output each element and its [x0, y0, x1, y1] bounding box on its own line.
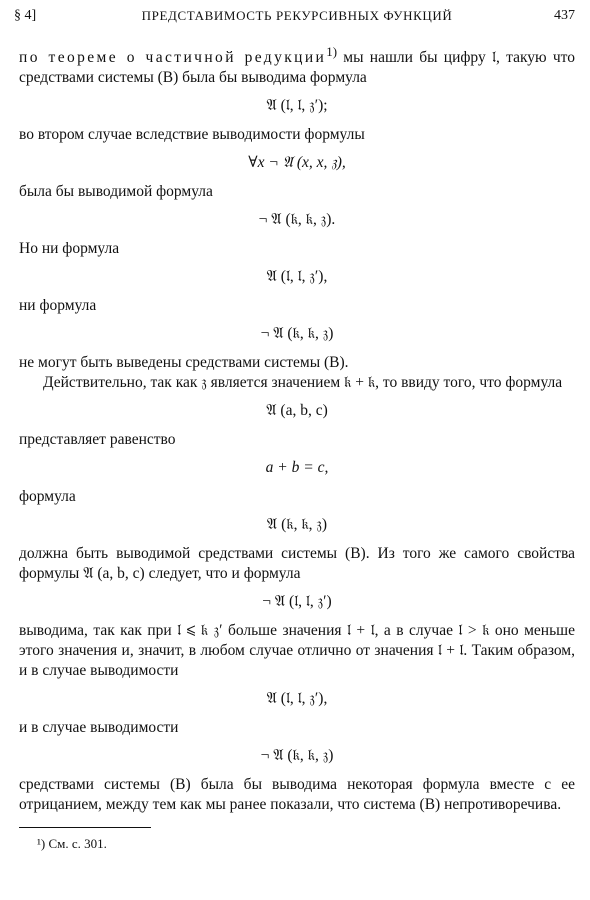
footnote: ¹) См. с. 301. [37, 836, 107, 852]
formula: 𝔄 (𝔩, 𝔩, 𝔷′); [266, 97, 328, 115]
formula: ¬ 𝔄 (𝔩, 𝔩, 𝔷′) [262, 593, 332, 611]
formula: ¬ 𝔄 (𝔨, 𝔨, 𝔷). [258, 211, 336, 229]
footnote-marker: 1) [326, 44, 338, 59]
footnote-rule [19, 827, 151, 828]
paragraph: выводима, так как при 𝔩 ⩽ 𝔨 𝔷′ больше значения 𝔩 + 𝔩, а в случае 𝔩 > 𝔨 оно меньше этого значения и, значит, в любом случае отлично от значения 𝔩 + 𝔩. Таким образом, и в случае выводимости [19, 622, 575, 680]
paragraph: представляет равенство [19, 431, 176, 449]
formula: ∀x ¬ 𝔄 (x, x, 𝔷), [248, 154, 346, 172]
paragraph: во втором случае вследствие выводимости формулы [19, 126, 365, 144]
formula: 𝔄 (a, b, c) [266, 402, 328, 420]
spaced-phrase: по теореме о частичной редукции [19, 49, 327, 67]
formula: ¬ 𝔄 (𝔨, 𝔨, 𝔷) [260, 747, 334, 765]
running-title: ПРЕДСТАВИМОСТЬ РЕКУРСИВНЫХ ФУНКЦИЙ [141, 8, 453, 23]
formula: 𝔄 (𝔩, 𝔩, 𝔷′), [266, 690, 328, 708]
paragraph: должна быть выводимой средствами системы (B). Из того же самого свойства формулы 𝔄 (a, b, c) следует, что и формула [19, 545, 575, 583]
paragraph: Но ни формула [19, 240, 120, 258]
formula: 𝔄 (𝔨, 𝔨, 𝔷) [266, 516, 328, 534]
section-marker: § 4] [14, 8, 37, 23]
paragraph: формула [19, 488, 76, 506]
book-page [14, 6, 575, 852]
formula: a + b = c, [265, 459, 329, 477]
paragraph: не могут быть выведены средствами системы (B). [19, 354, 349, 372]
paragraph: ни формула [19, 297, 97, 315]
paragraph: и в случае выводимости [19, 719, 179, 737]
paragraph: Действительно, так как 𝔷 является значением 𝔨 + 𝔨, то ввиду того, что формула [43, 374, 563, 392]
running-header [14, 6, 575, 28]
paragraph: была бы выводимой формула [19, 183, 213, 201]
paragraph [19, 42, 575, 88]
formula: 𝔄 (𝔩, 𝔩, 𝔷′), [266, 268, 328, 286]
page-number: 437 [554, 8, 575, 23]
page-body [19, 42, 575, 815]
paragraph-text: мы нашли бы цифру 𝔩, такую что средствами системы (B) была бы выводима формула [19, 49, 575, 87]
formula: ¬ 𝔄 (𝔨, 𝔨, 𝔷) [260, 325, 334, 343]
paragraph: средствами системы (B) была бы выводима некоторая формула вместе с ее отрицанием, между тем как мы ранее показали, что система (B) непротиворечива. [19, 776, 575, 814]
